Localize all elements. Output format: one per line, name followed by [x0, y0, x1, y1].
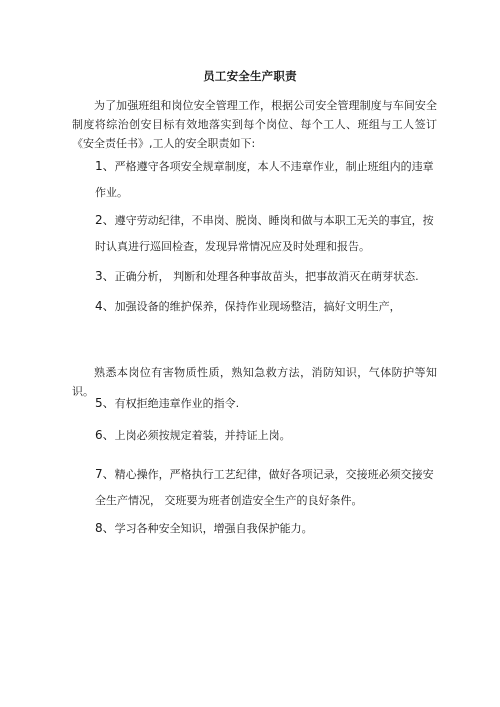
duty-item-number: 6、 — [95, 428, 115, 442]
duty-item-text: 加强设备的维护保养，保持作业现场整洁，搞好文明生产， — [114, 300, 401, 313]
duty-item-text: 严格遵守各项安全规章制度，本人不违章作业，制止班组内的违章作业。 — [95, 160, 434, 199]
duty-item-4 — [95, 297, 440, 316]
duty-item-1 — [95, 153, 440, 206]
duty-item-2 — [95, 207, 440, 260]
duty-item-text: 学习各种安全知识，增强自我保护能力。 — [114, 522, 313, 535]
duty-item-8 — [95, 519, 440, 538]
duty-item-6 — [95, 426, 440, 445]
duty-item-4-continuation: 熟悉本岗位有害物质性质，熟知急救方法，消防知识，气体防护等知识。 — [72, 366, 437, 398]
duty-item-text: 正确分析， 判断和处理各种事故苗头，把事故消灭在萌芽状态. — [114, 270, 419, 283]
document-title: 员工安全生产职责 — [203, 69, 297, 83]
duty-item-number: 7、 — [95, 467, 115, 481]
duty-item-number: 2、 — [95, 213, 115, 227]
duty-item-text: 遵守劳动纪律，不串岗、脱岗、睡岗和做与本职工无关的事宜，按时认真进行巡回检查，发现异常情况应及时处理和报告。 — [95, 214, 434, 253]
duty-item-text: 精心操作，严格执行工艺纪律，做好各项记录，交接班必须交接安全生产情况， 交班要为班者创造安全生产的良好条件。 — [95, 468, 434, 507]
duty-item-number: 3、 — [95, 269, 115, 283]
duty-item-number: 1、 — [95, 159, 115, 173]
duty-item-text: 有权拒绝违章作业的指令. — [114, 397, 240, 410]
duty-item-text: 上岗必须按规定着装，并持证上岗。 — [114, 429, 291, 442]
duty-item-3 — [95, 267, 440, 286]
duty-item-7 — [95, 461, 440, 514]
duty-item-number: 8、 — [95, 521, 115, 535]
duty-item-number: 5、 — [95, 396, 115, 410]
duty-item-number: 4、 — [95, 299, 115, 313]
intro-paragraph: 为了加强班组和岗位安全管理工作，根据公司安全管理制度与车间安全制度将综治创安目标有效地落实到每个岗位、每个工人、班组与工人签订《安全责任书》,工人的安全职责如下: — [72, 99, 437, 150]
duty-item-5 — [95, 394, 440, 413]
